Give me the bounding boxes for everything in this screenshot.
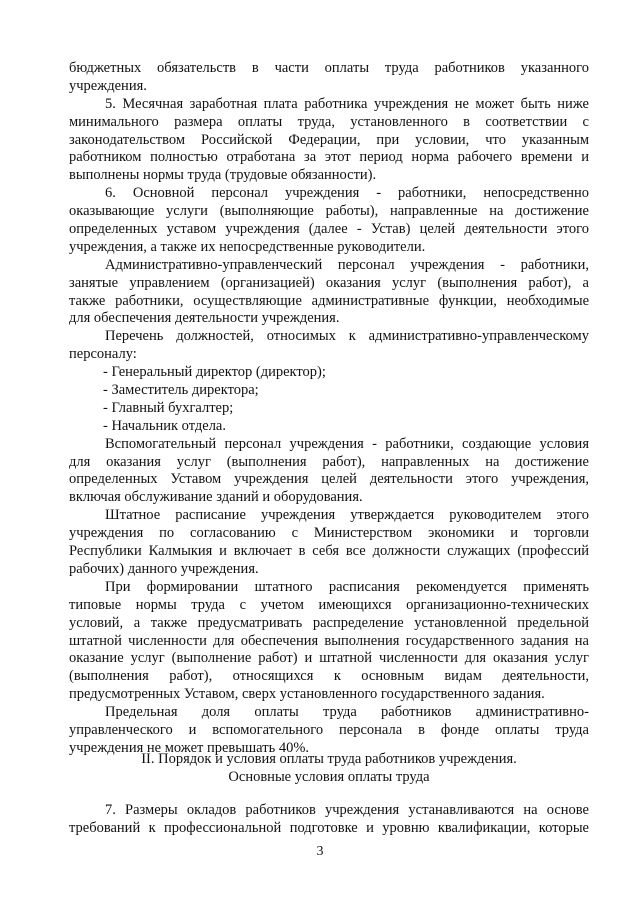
text-line: работником полностью отработана за этот период норма рабочего времени и xyxy=(69,149,589,166)
paragraph-start: При формировании штатного расписания рекомендуется применять xyxy=(105,578,589,595)
page-number: 3 xyxy=(316,844,324,859)
text-line: учреждения не может превышать 40%. xyxy=(69,739,310,756)
text-line: включая обслуживание зданий и оборудования. xyxy=(69,489,363,506)
text-line: Республики Калмыкия и включает в себя все должности служащих (профессий xyxy=(69,543,589,560)
paragraph-6-start: 6. Основной персонал учреждения - работники, непосредственно xyxy=(105,185,589,202)
paragraph-5-start: 5. Месячная заработная плата работника учреждения не может быть ниже xyxy=(105,95,589,112)
text-line: управленческого и вспомогательного персонала в фонде оплаты труда xyxy=(69,721,589,738)
section-title-line2: Основные условия оплаты труда xyxy=(228,769,430,785)
text-line: определенных уставом учреждения (далее - Устав) целей деятельности этого xyxy=(69,221,589,238)
body-text-continued xyxy=(69,802,589,838)
text-line: учреждения, а также их непосредственные руководители. xyxy=(69,238,426,255)
list-item: - Генеральный директор (директор); xyxy=(103,364,326,381)
text-line: также работники, осуществляющие административные функции, необходимые xyxy=(69,292,589,309)
text-line: учреждения. xyxy=(69,77,147,94)
paragraph-start: Административно-управленческий персонал учреждения - работники, xyxy=(105,256,589,273)
paragraph-start: Штатное расписание учреждения утверждается руководителем этого xyxy=(105,507,589,524)
text-line: требований к профессиональной подготовке и уровню квалификации, которые xyxy=(69,819,589,836)
paragraph-7-start: 7. Размеры окладов работников учреждения устанавливаются на основе xyxy=(105,802,589,818)
text-line: определенных Уставом учреждения целей деятельности этого учреждения, xyxy=(69,471,589,488)
list-item: - Заместитель директора; xyxy=(103,382,259,399)
text-line: штатной численности для обеспечения выполнения государственного задания на xyxy=(69,632,589,649)
text-line: минимального размера оплаты труда, установленного в соответствии с xyxy=(69,113,589,130)
section-title-line1: II. Порядок и условия оплаты труда работников учреждения. xyxy=(141,751,517,767)
text-line: рабочих) данного учреждения. xyxy=(69,560,259,577)
text-line: типовые нормы труда с учетом имеющихся организационно-технических xyxy=(69,596,589,613)
text-line: бюджетных обязательств в части оплаты труда работников указанного xyxy=(69,60,589,76)
list-item: - Главный бухгалтер; xyxy=(103,399,234,416)
text-line: законодательством Российской Федерации, при условии, что указанным xyxy=(69,131,589,148)
text-line: для обеспечения деятельности учреждения. xyxy=(69,310,340,327)
text-line: условий, а также предусматривать распределение установленной предельной xyxy=(69,614,589,631)
text-line: оказание услуг (выполнение работ) и штатной численности для оказания услуг xyxy=(69,650,589,667)
text-line: оказывающие услуги (выполняющие работы), направленные на достижение xyxy=(69,203,589,220)
paragraph-start: Вспомогательный персонал учреждения - работники, создающие условия xyxy=(105,435,589,452)
text-line: учреждения по согласованию с Министерством экономики и торговли xyxy=(69,525,589,542)
section-heading xyxy=(69,750,589,786)
text-line: выполнены нормы труда (трудовые обязанности). xyxy=(69,167,377,184)
text-line: (выполнения работ), относящихся к основным видам деятельности, xyxy=(69,668,589,685)
body-text xyxy=(69,60,589,758)
list-item: - Начальник отдела. xyxy=(103,417,226,434)
text-line: занятые управлением (организацией) оказания услуг (выполнения работ), а xyxy=(69,274,589,291)
text-line: предусмотренных Уставом, сверх установленного государственного задания. xyxy=(69,686,545,703)
paragraph-start: Предельная доля оплаты труда работников административно- xyxy=(105,704,589,721)
text-line: для оказания услуг (выполнения работ), направленных на достижение xyxy=(69,453,589,470)
paragraph-start: Перечень должностей, относимых к административно-управленческому xyxy=(105,328,589,345)
text-line: персоналу: xyxy=(69,346,137,363)
